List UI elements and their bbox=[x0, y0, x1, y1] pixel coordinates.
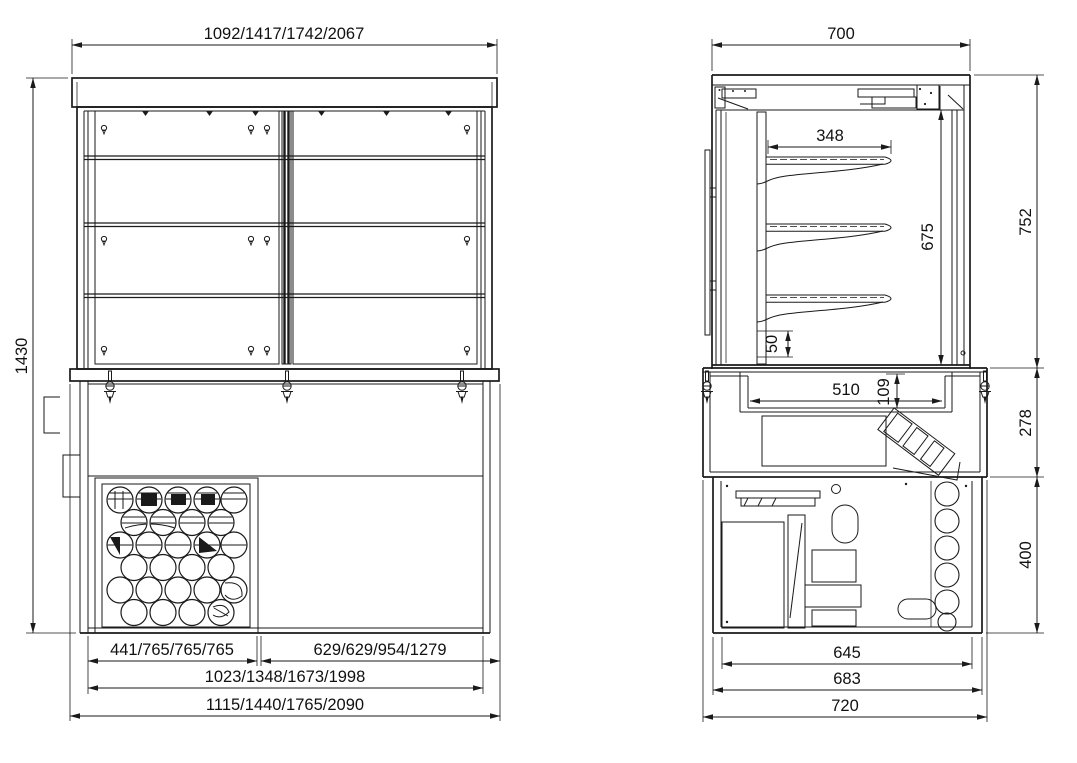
dim-side-shelf-pitch bbox=[757, 331, 793, 357]
dim-front-overall-top-width bbox=[72, 25, 497, 74]
dim-label: 1430 bbox=[13, 337, 31, 375]
dim-label: 645 bbox=[833, 644, 861, 662]
side-fan bbox=[878, 408, 960, 480]
dim-label: 441/765/765/765 bbox=[110, 641, 234, 659]
dim-side-lower-height bbox=[986, 477, 1044, 633]
side-evaporator bbox=[762, 416, 886, 466]
dim-label: 720 bbox=[831, 697, 859, 715]
dim-label: 400 bbox=[1017, 541, 1035, 569]
side-view bbox=[701, 25, 1044, 722]
vent-holes bbox=[107, 487, 247, 626]
slide-bracket bbox=[736, 491, 820, 506]
dim-side-mid-height bbox=[990, 368, 1044, 477]
dim-side-overall-depth bbox=[712, 25, 970, 71]
side-handle bbox=[705, 150, 710, 335]
dim-side-upper-height bbox=[974, 75, 1044, 368]
front-fixing-clamps bbox=[104, 371, 468, 404]
front-view bbox=[13, 25, 500, 721]
dim-front-overall-height bbox=[13, 78, 76, 633]
front-center-mullion bbox=[282, 111, 291, 364]
dim-label: 50 bbox=[763, 334, 781, 354]
front-vent-panel bbox=[95, 478, 258, 633]
front-panel-right bbox=[293, 111, 477, 364]
dim-label: 752 bbox=[1017, 208, 1035, 236]
dim-label: 109 bbox=[875, 378, 893, 406]
side-glass-front bbox=[705, 110, 726, 365]
dim-side-well-depth bbox=[750, 381, 942, 401]
side-shelves bbox=[757, 157, 891, 322]
dim-label: 629/629/954/1279 bbox=[313, 641, 447, 659]
rear-vent-holes bbox=[935, 482, 959, 631]
dim-side-shelf-depth bbox=[768, 127, 891, 154]
front-canopy bbox=[72, 78, 497, 107]
vent-machinery bbox=[106, 491, 248, 617]
front-well-body bbox=[44, 381, 490, 633]
dim-label: 1115/1440/1765/2090 bbox=[205, 696, 365, 714]
dim-label: 278 bbox=[1017, 409, 1035, 437]
dim-label: 1092/1417/1742/2067 bbox=[203, 25, 365, 43]
dim-side-well-height bbox=[875, 374, 905, 408]
condenser-grille bbox=[722, 522, 784, 628]
side-canopy-mechanism bbox=[715, 85, 963, 110]
side-shelf-column bbox=[757, 112, 766, 364]
capsule-vertical bbox=[832, 505, 858, 543]
dim-label: 700 bbox=[827, 25, 855, 43]
front-counter-band bbox=[70, 369, 499, 381]
side-machine-compartment bbox=[713, 477, 982, 633]
front-panel-left bbox=[95, 111, 279, 364]
screw-detail bbox=[832, 485, 841, 494]
dim-label: 1023/1348/1673/1998 bbox=[204, 668, 366, 686]
compressor bbox=[805, 550, 861, 626]
capsule-horizontal bbox=[898, 599, 936, 619]
dim-label: 348 bbox=[816, 127, 844, 145]
dim-side-base-inner bbox=[722, 637, 972, 669]
dim-label: 675 bbox=[919, 223, 937, 251]
condenser-door bbox=[788, 515, 805, 628]
dim-side-inner-height bbox=[919, 110, 941, 365]
side-mid-floor bbox=[703, 472, 987, 477]
dim-label: 683 bbox=[833, 670, 861, 688]
dim-label: 510 bbox=[832, 381, 860, 399]
side-cabinet-shell bbox=[712, 75, 970, 369]
